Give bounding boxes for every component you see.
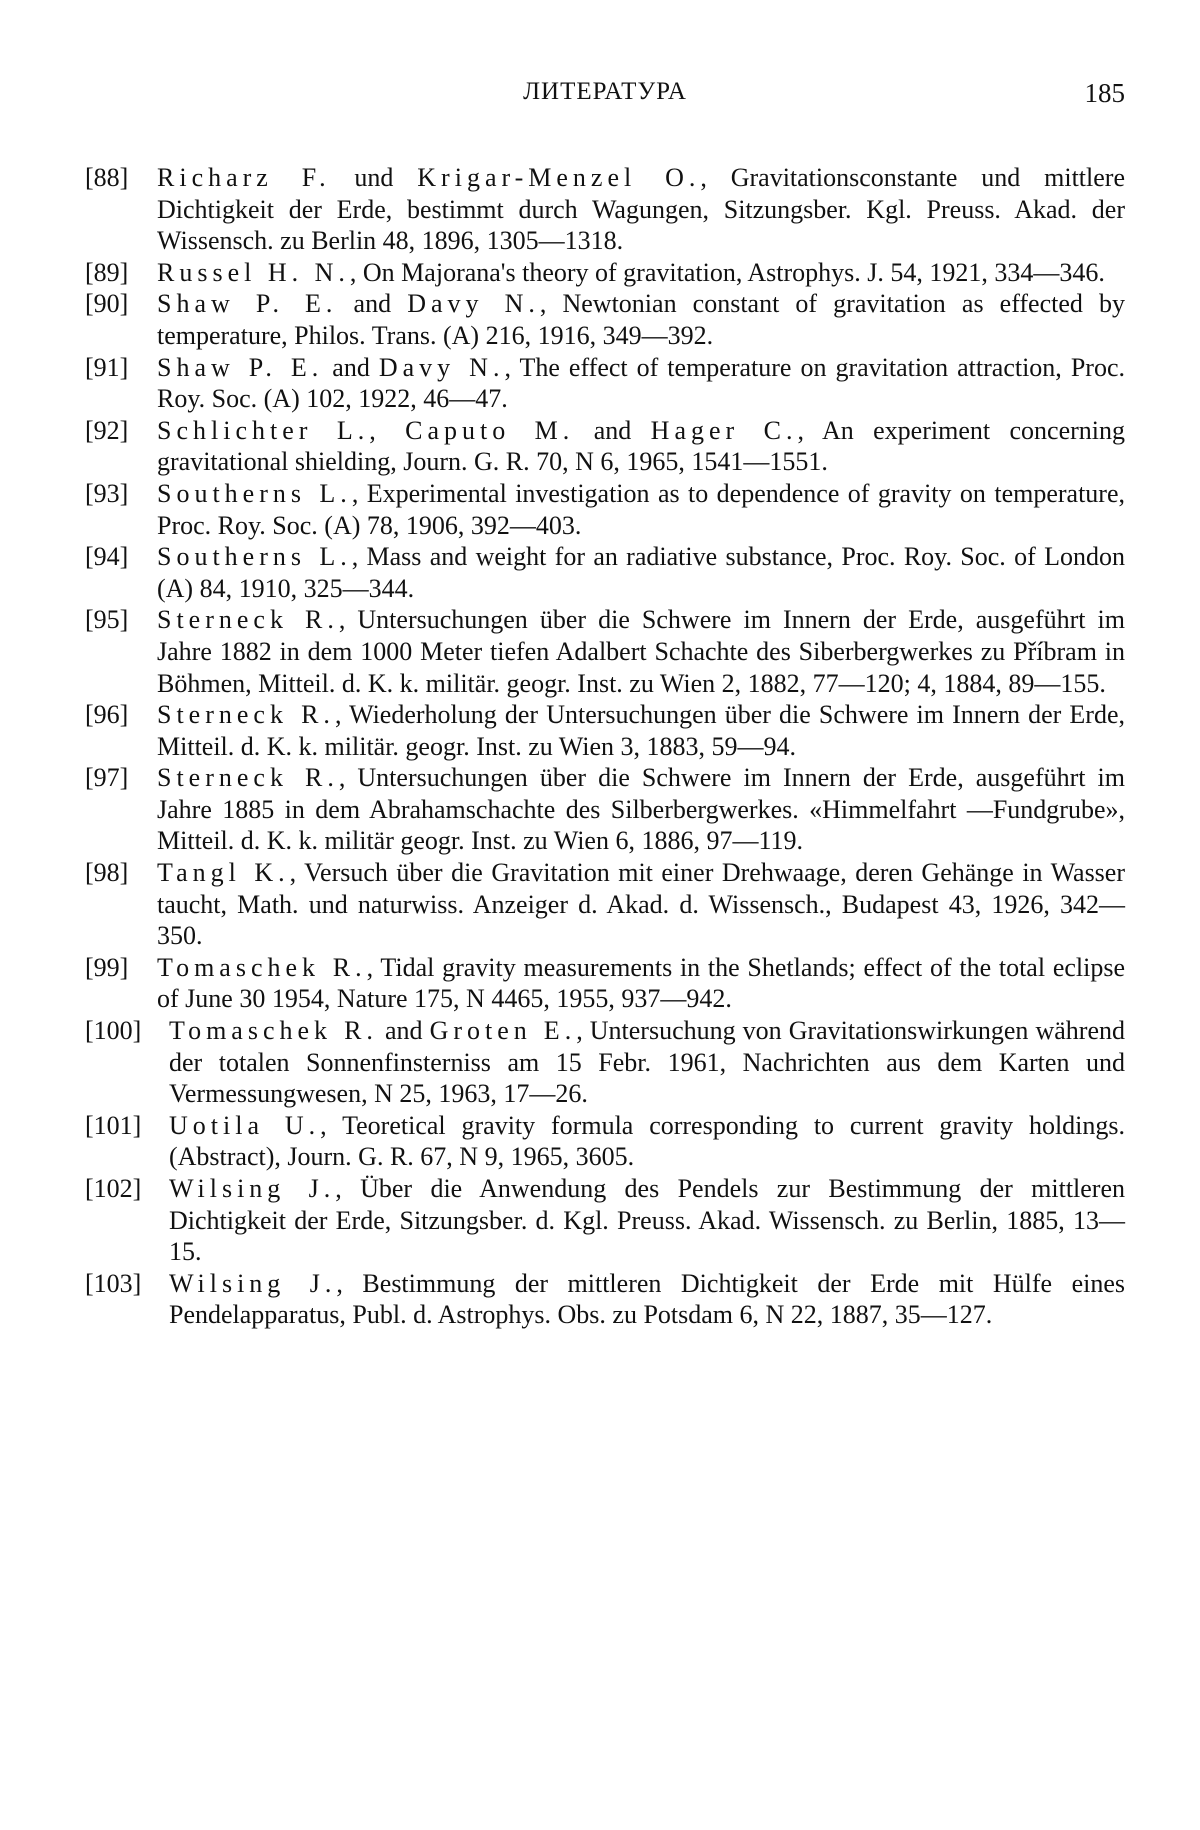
reference-entry [85, 288, 1125, 351]
reference-authors: Wilsing J. [169, 1174, 336, 1203]
reference-citation: , Über die Anwendung des Pendels zur Bestimmung der mittleren Dichtigkeit der Erde, Sitzungsber. d. Kgl. Preuss. Akad. Wissensch. zu Berlin, 1885, 13—15. [169, 1174, 1125, 1267]
page-number: 185 [1084, 78, 1125, 108]
reference-authors: Southerns L. [157, 478, 352, 508]
reference-citation: , Untersuchung von Gravitationswirkungen während der totalen Sonnenfinsterniss am 15 Febr. 1961, Nachrichten aus dem Karten und Vermessungwesen, N 25, 1963, 17—26. [169, 1016, 1125, 1109]
reference-number: [101] [85, 1110, 142, 1140]
reference-number: [93] [85, 478, 129, 508]
reference-citation: , Tidal gravity measurements in the Shetlands; effect of the total eclipse of June 30 1954, Nature 175, N 4465, 1955, 937—942. [157, 952, 1125, 1014]
reference-authors: Wilsing J. [169, 1268, 337, 1298]
reference-number: [102] [85, 1174, 142, 1203]
reference-entry [85, 257, 1125, 289]
reference-authors: Uotila U. [169, 1110, 321, 1140]
reference-number: [103] [85, 1268, 142, 1298]
reference-entry [85, 1173, 1125, 1268]
reference-number: [90] [85, 289, 129, 319]
reference-authors: Southerns L. [157, 542, 352, 572]
reference-number: [94] [85, 542, 129, 572]
reference-number: [92] [85, 415, 129, 445]
reference-text [169, 1173, 1125, 1268]
reference-number: [88] [85, 163, 129, 192]
reference-citation: , Versuch über die Gravitation mit einer Drehwaage, deren Gehänge in Wasser taucht, Math. und naturwiss. Anzeiger d. Akad. d. Wissensch., Budapest 43, 1926, 342—350. [157, 858, 1126, 951]
reference-coauthors: Davy N. [407, 289, 540, 319]
reference-citation: , An experiment concerning gravitational shielding, Journ. G. R. 70, N 6, 1965, 1541—1551. [157, 415, 1126, 477]
reference-entry [85, 1110, 1125, 1173]
reference-number: [95] [85, 605, 129, 635]
reference-number: [89] [85, 257, 129, 287]
reference-text [157, 352, 1125, 415]
reference-text [169, 1268, 1125, 1331]
reference-entry [85, 857, 1125, 952]
reference-citation: , On Majorana's theory of gravitation, Astrophys. J. 54, 1921, 334—346. [349, 257, 1105, 287]
page-header [85, 78, 1125, 118]
reference-conjunction: and [323, 352, 379, 382]
reference-text [169, 1110, 1125, 1173]
reference-entry [85, 352, 1125, 415]
reference-coauthors: Hager C. [650, 415, 798, 445]
reference-entry [85, 415, 1125, 478]
reference-authors: Shaw P. E. [157, 352, 324, 382]
reference-citation: , Untersuchungen über die Schwere im Innern der Erde, ausgeführt im Jahre 1882 in dem 1000 Meter tiefen Adalbert Schachte des Siberbergwerkes zu Příbram in Böhmen, Mitteil. d. K. k. militär. geogr. Inst. zu Wien 2, 1882, 77—120; 4, 1884, 89—155. [157, 605, 1125, 698]
running-title: ЛИТЕРАТУРА [523, 78, 687, 105]
reference-authors: Schlichter L., Caputo M. [157, 415, 575, 445]
reference-citation: , Untersuchungen über die Schwere im Innern der Erde, ausgeführt im Jahre 1885 in dem Abrahamschachte des Silberbergwerkes. «Himmelfahrt —Fundgrube», Mitteil. d. K. k. militär geogr. Inst. zu Wien 6, 1886, 97—119. [157, 763, 1125, 856]
reference-entry [85, 1268, 1125, 1331]
reference-text [169, 1015, 1125, 1110]
reference-citation: , Mass and weight for an radiative substance, Proc. Roy. Soc. of London (A) 84, 1910, 325—344. [157, 542, 1125, 603]
reference-citation: , Teoretical gravity formula corresponding to current gravity holdings. (Abstract), Journ. G. R. 67, N 9, 1965, 3605. [169, 1110, 1126, 1172]
reference-citation: , Newtonian constant of gravitation as effected by temperature, Philos. Trans. (A) 216, 1916, 349—392. [157, 289, 1125, 350]
reference-number: [96] [85, 700, 129, 730]
reference-citation: , Wiederholung der Untersuchungen über die Schwere im Innern der Erde, Mitteil. d. K. k. militär. geogr. Inst. zu Wien 3, 1883, 59—94. [157, 700, 1125, 761]
reference-coauthors: Krigar-Menzel O. [417, 163, 701, 192]
reference-citation: , Experimental investigation as to dependence of gravity on temperature, Proc. Roy. Soc. (A) 78, 1906, 392—403. [157, 478, 1125, 540]
reference-entry [85, 478, 1125, 541]
reference-text [157, 478, 1125, 541]
reference-conjunction: and [337, 289, 408, 319]
reference-authors: Richarz F. [157, 163, 331, 192]
reference-text [157, 762, 1125, 857]
reference-authors: Sterneck R. [157, 763, 339, 793]
reference-citation: , The effect of temperature on gravitation attraction, Proc. Roy. Soc. (A) 102, 1922, 46—47. [157, 352, 1125, 414]
reference-authors: Tomaschek R. [157, 952, 367, 982]
reference-entry [85, 762, 1125, 857]
reference-conjunction: und [330, 163, 418, 192]
reference-authors: Shaw P. E. [157, 289, 338, 319]
reference-authors: Sterneck R. [157, 700, 335, 730]
reference-citation: , Gravitationsconstante und mittlere Dichtigkeit der Erde, bestimmt durch Wagungen, Sitzungsber. Kgl. Preuss. Akad. der Wissensch. zu Berlin 48, 1896, 1305—1318. [157, 163, 1125, 256]
reference-number: [97] [85, 763, 129, 793]
reference-number: [98] [85, 858, 129, 888]
reference-entry [85, 1015, 1125, 1110]
reference-authors: Tangl K. [157, 858, 290, 888]
reference-text [157, 162, 1125, 257]
reference-text [157, 857, 1125, 952]
reference-authors: Russel H. N. [157, 257, 350, 287]
reference-text [157, 604, 1125, 699]
reference-conjunction: and [574, 415, 651, 445]
reference-text [157, 415, 1125, 478]
reference-text [157, 952, 1125, 1015]
reference-entry [85, 952, 1125, 1015]
reference-entry [85, 541, 1125, 604]
reference-citation: , Bestimmung der mittleren Dichtigkeit der Erde mit Hülfe eines Pendelapparatus, Publ. d. Astrophys. Obs. zu Potsdam 6, N 22, 1887, 35—127. [169, 1268, 1125, 1330]
reference-entry [85, 699, 1125, 762]
reference-coauthors: Groten E. [429, 1016, 577, 1046]
reference-text [157, 288, 1125, 351]
reference-entry [85, 162, 1125, 257]
reference-entry [85, 604, 1125, 699]
reference-number: [91] [85, 352, 129, 382]
reference-conjunction: and [377, 1016, 430, 1046]
reference-number: [100] [85, 1016, 142, 1046]
reference-text [157, 541, 1125, 604]
reference-text [157, 699, 1125, 762]
reference-coauthors: Davy N. [378, 352, 505, 382]
reference-authors: Sterneck R. [157, 605, 339, 635]
reference-list [85, 162, 1125, 1331]
reference-number: [99] [85, 952, 129, 982]
reference-authors: Tomaschek R. [169, 1016, 378, 1046]
reference-text [157, 257, 1125, 289]
page [85, 78, 1125, 1331]
